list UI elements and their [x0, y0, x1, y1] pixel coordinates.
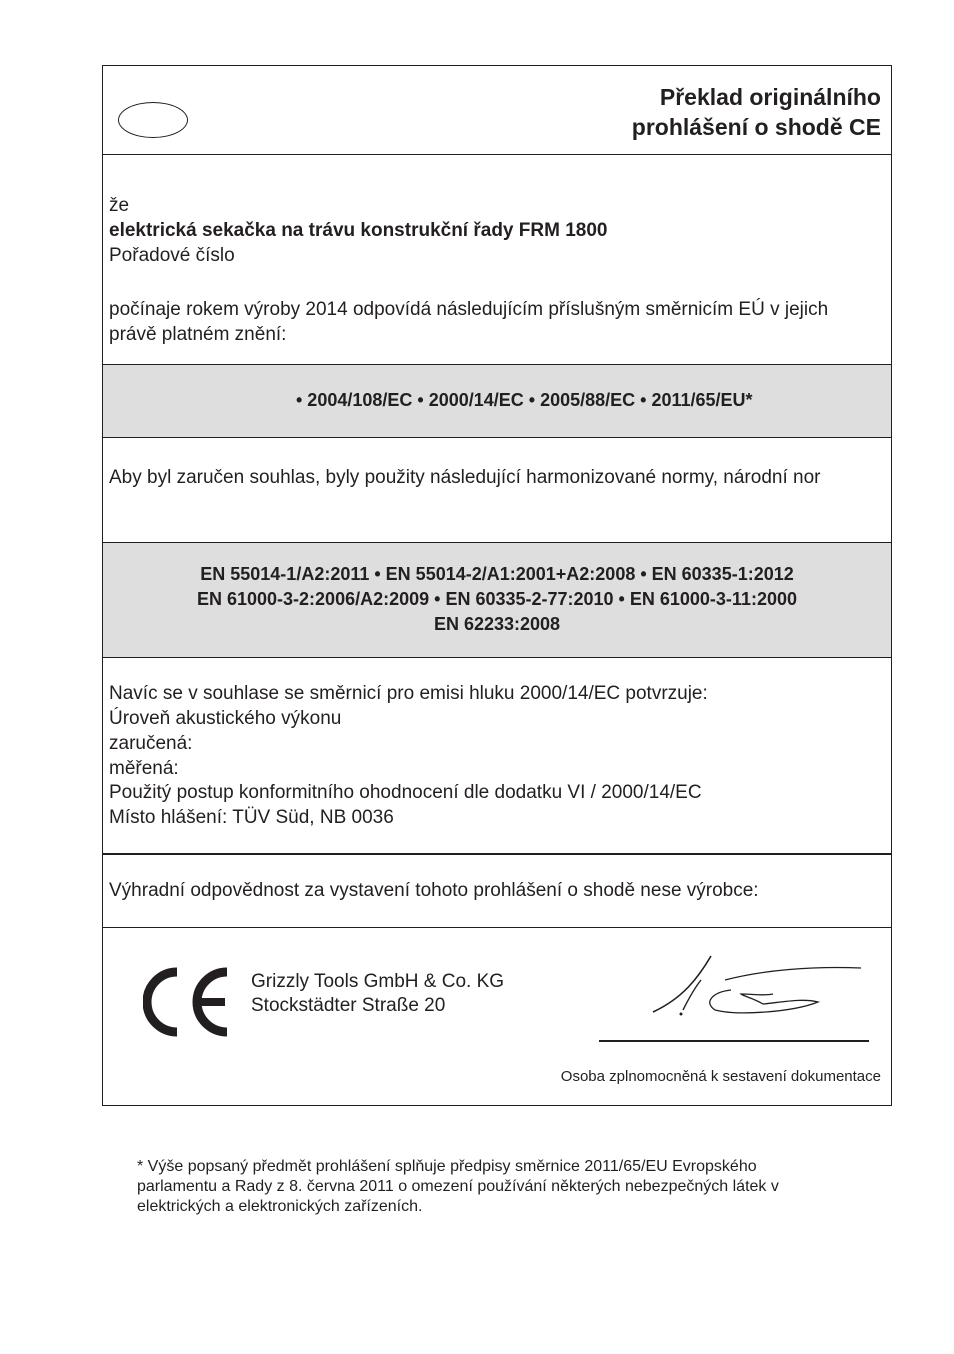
standards-line-3: EN 62233:2008 — [433, 614, 561, 634]
ce-mark-icon — [143, 964, 233, 1040]
footnote — [137, 1157, 779, 1217]
footnote-line-1: * Výše popsaný předmět prohlášení splňuje předpisy směrnice 2011/65/EU Evropského — [137, 1158, 757, 1175]
harmonized-intro: Aby byl zaručen souhlas, byly použity následující harmonizované normy, národní nor — [109, 467, 821, 488]
noise-line-4: měřená: — [109, 758, 179, 779]
noise-line-3: zaručená: — [109, 733, 193, 754]
directives-band — [103, 364, 891, 438]
declaration-frame — [102, 65, 892, 1106]
divider — [103, 853, 891, 855]
standards-line-2: EN 61000-3-2:2006/A2:2009 • EN 60335-2-77:2010 • EN 61000-3-11:2000 — [196, 589, 797, 609]
divider — [103, 927, 891, 928]
compliance-line-2: právě platném znění: — [109, 324, 287, 345]
directives-list: • 2004/108/EC • 2000/14/EC • 2005/88/EC • 2011/65/EU* — [296, 390, 753, 410]
divider — [103, 154, 891, 155]
noise-line-5: Použitý postup konformitního ohodnocení dle dodatku VI / 2000/14/EC — [109, 782, 702, 803]
signature-line — [599, 1040, 869, 1042]
footnote-line-2: parlamentu a Rady z 8. června 2011 o omezení používání některých nebezpečných látek v — [137, 1178, 779, 1195]
country-code-oval — [118, 102, 188, 138]
product-name: elektrická sekačka na trávu konstrukční řady FRM 1800 — [109, 220, 608, 241]
standards-line-1: EN 55014-1/A2:2011 • EN 55014-2/A1:2001+A2:2008 • EN 60335-1:2012 — [200, 564, 794, 584]
title-line-2: prohlášení o shodě CE — [631, 114, 881, 140]
manufacturer-name: Grizzly Tools GmbH & Co. KG — [251, 971, 505, 992]
serial-label: Pořadové číslo — [109, 245, 235, 266]
intro-text: že — [109, 195, 130, 216]
manufacturer-street: Stockstädter Straße 20 — [251, 995, 446, 1016]
footnote-line-3: elektrických a elektronických zařízeních. — [137, 1198, 423, 1215]
noise-line-2: Úroveň akustického výkonu — [109, 708, 342, 729]
noise-line-1: Navíc se v souhlase se směrnicí pro emisi hluku 2000/14/EC potvrzuje: — [109, 683, 708, 704]
standards-band — [103, 542, 891, 658]
title-line-1: Překlad originálního — [659, 84, 881, 110]
responsibility-text: Výhradní odpovědnost za vystavení tohoto prohlášení o shodě nese výrobce: — [109, 880, 759, 901]
signature-icon — [643, 950, 873, 1022]
noise-line-6: Místo hlášení: TÜV Süd, NB 0036 — [109, 807, 394, 828]
signature-caption: Osoba zplnomocněná k sestavení dokumentace — [560, 1068, 881, 1085]
page-title — [632, 82, 881, 142]
compliance-line-1: počínaje rokem výroby 2014 odpovídá následujícím příslušným směrnicím EÚ v jejich — [109, 299, 829, 320]
